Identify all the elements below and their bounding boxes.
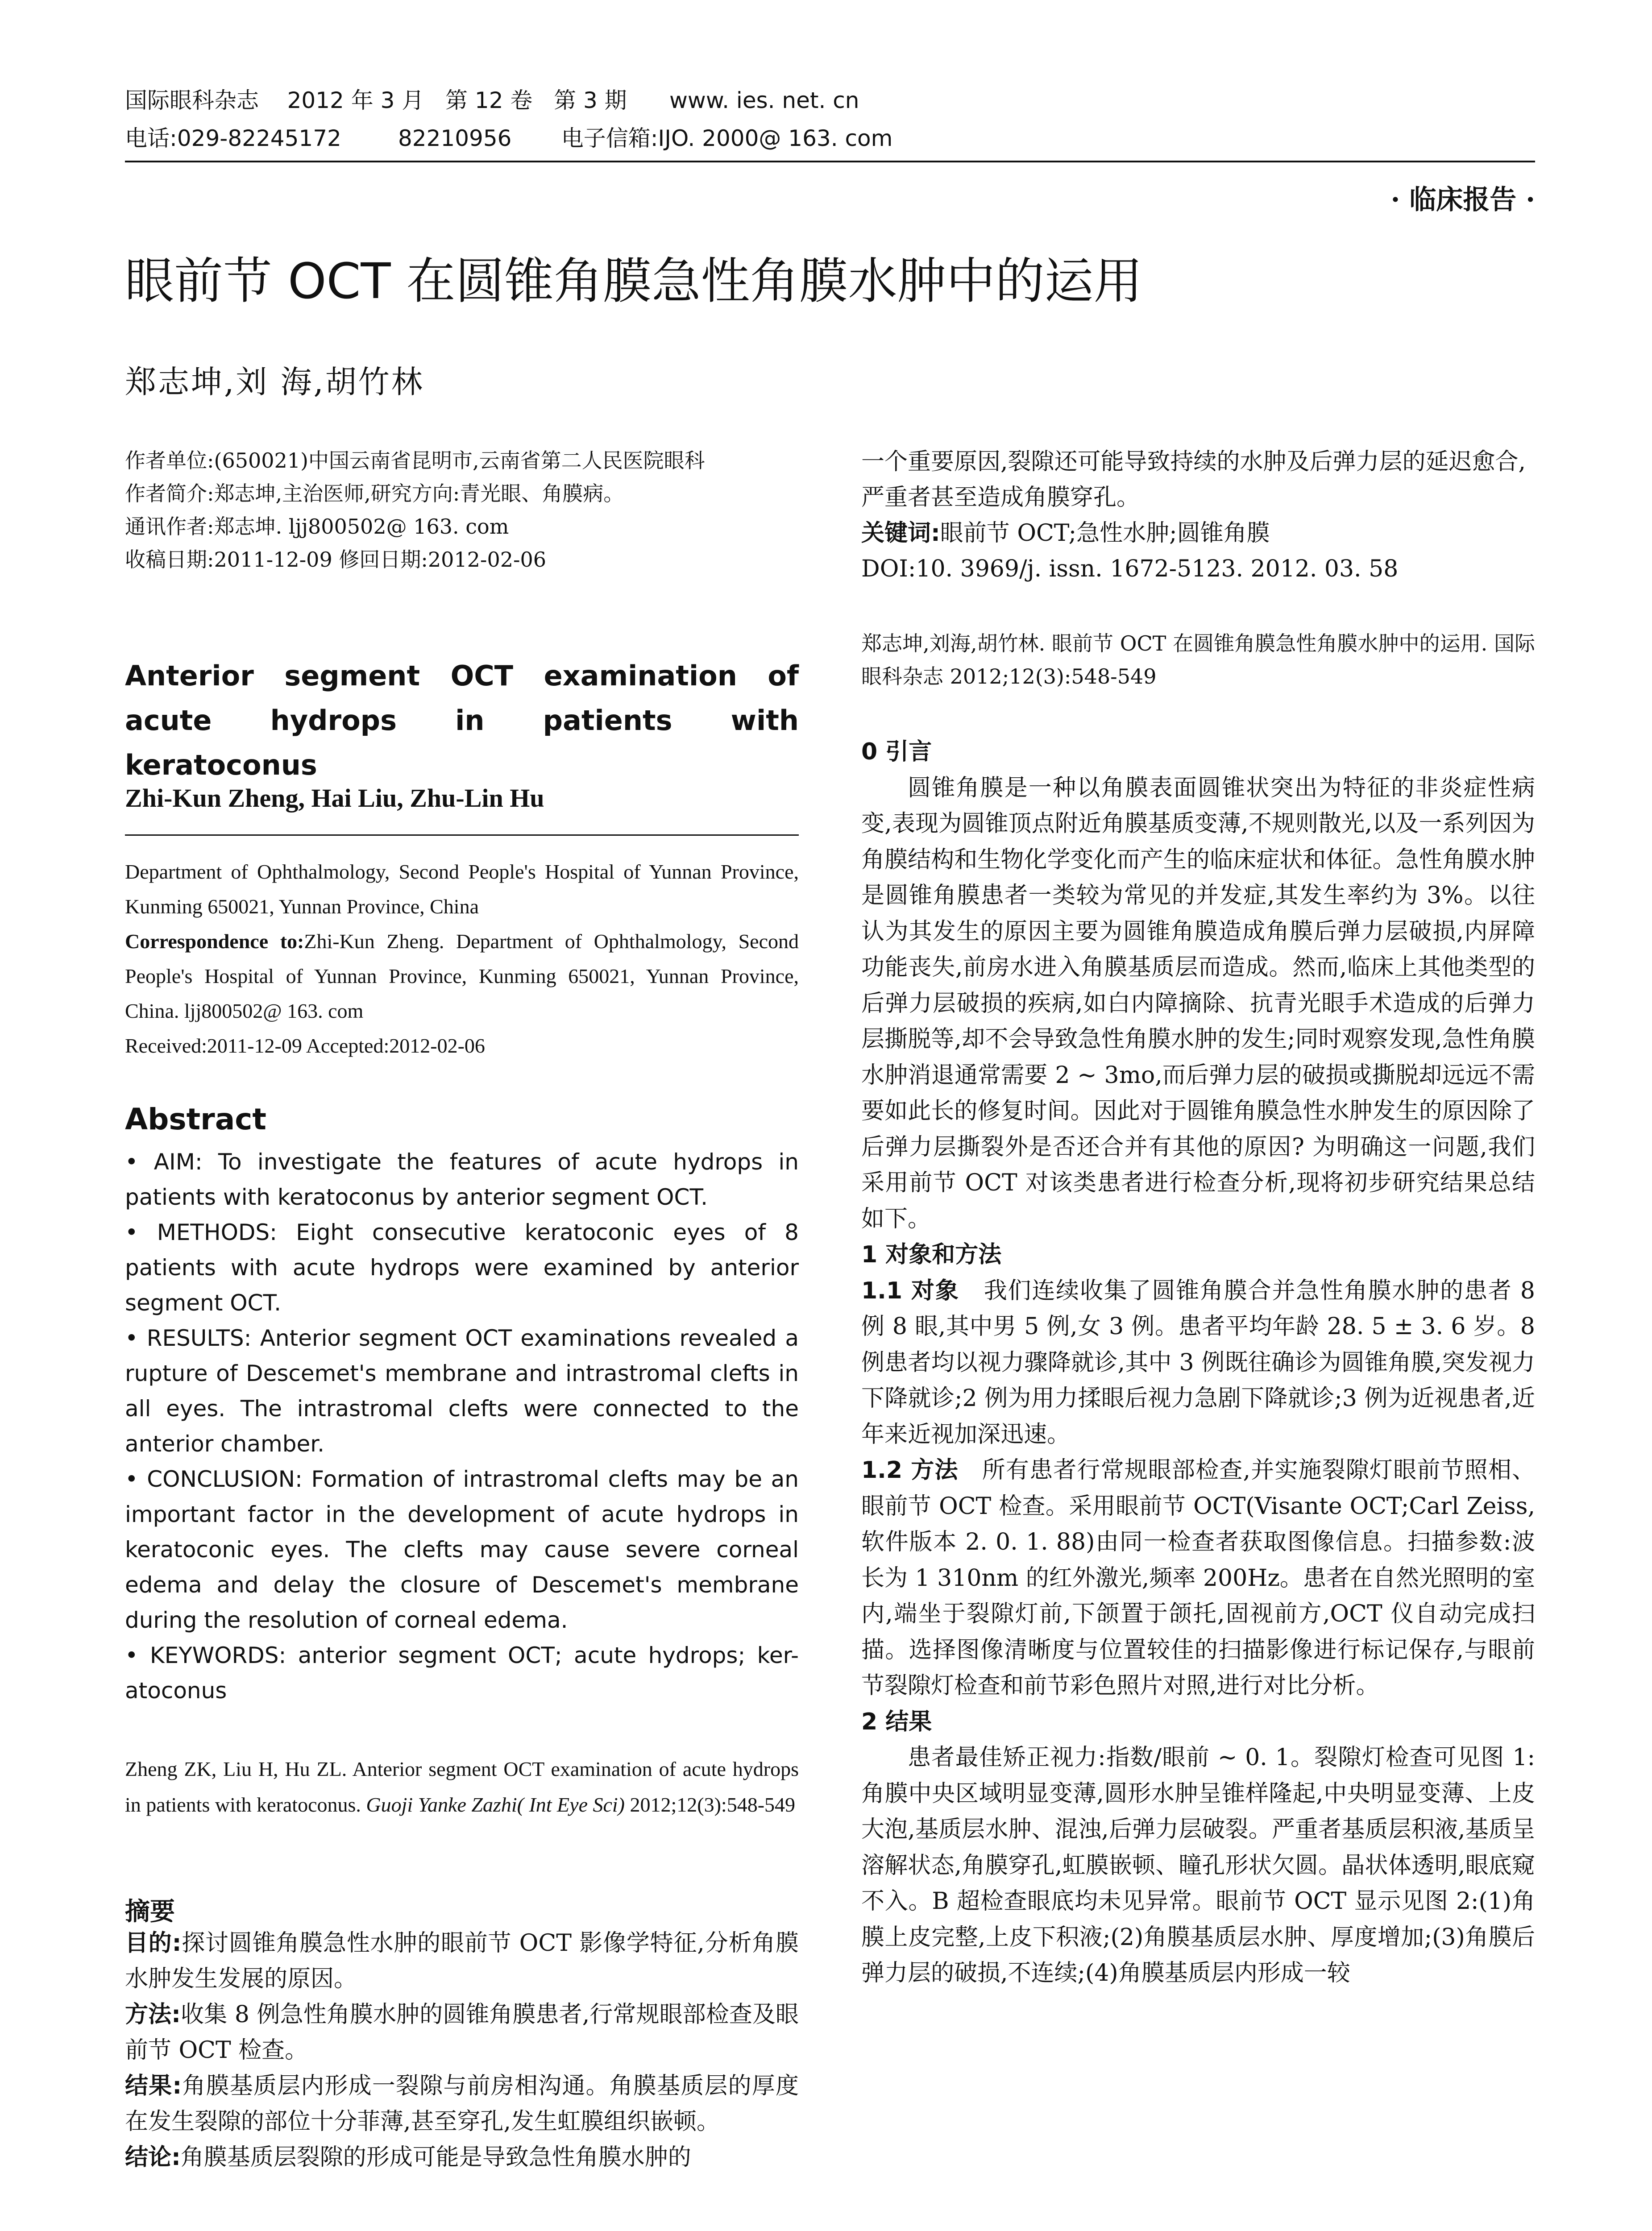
zh-results-text: 角膜基质层内形成一裂隙与前房相沟通。角膜基质层的厚度在发生裂隙的部位十分菲薄,甚至穿孔,发生虹膜组织嵌顿。 xyxy=(125,2073,799,2135)
article-authors: 郑志坤,刘 海,胡竹林 xyxy=(125,364,424,400)
abstract-keywords: • KEYWORDS: anterior segment OCT; acute hydrops; ker-atoconus xyxy=(125,1642,799,1704)
abstract-aim: • AIM: To investigate the features of acute hydrops in patients with keratoconus by anterior segment OCT. xyxy=(125,1149,799,1210)
received-dates: 收稿日期:2011-12-09 修回日期:2012-02-06 xyxy=(125,547,547,572)
zh-methods-text: 收集 8 例急性角膜水肿的圆锥角膜患者,行常规眼部检查及眼前节 OCT 检查。 xyxy=(125,2001,799,2064)
chinese-citation: 郑志坤,刘海,胡竹林. 眼前节 OCT 在圆锥角膜急性角膜水肿中的运用. 国际眼科杂志 2012;12(3):548-549 xyxy=(861,631,1535,688)
intro-heading: 0 引言 xyxy=(861,738,932,765)
citation-authors: Zheng ZK, Liu H, Hu ZL. Anterior segment OCT examination of acute hydrops in patients with keratoconus. xyxy=(125,1758,799,1816)
english-title-line2: acute hydrops in patients with keratoconus xyxy=(125,704,799,781)
zh-keywords xyxy=(861,515,1535,551)
zh-results-label: 结果: xyxy=(125,2073,182,2099)
zh-abstract-results xyxy=(125,2068,799,2140)
methods-heading: 1 对象和方法 xyxy=(861,1241,1002,1268)
intro-paragraph: 圆锥角膜是一种以角膜表面圆锥状突出为特征的非炎症性病变,表现为圆锥顶点附近角膜基质变薄,不规则散光,以及一系列因为角膜结构和生物化学变化而产生的临床症状和体征。急性角膜水肿是圆锥角膜患者一类较为常见的并发症,其发生率约为 3%。以往认为其发生的原因主要为圆锥角膜造成角膜后弹力层破损,内屏障功能丧失,前房水进入角膜基质层而造成。然而,临床上其他类型的后弹力层破损的疾病,如白内障摘除、抗青光眼手术造成的后弹力层撕脱等,却不会导致急性角膜水肿的发生;同时观察发现,急性角膜水肿消退通常需要 2 ~ 3mo,而后弹力层的破损或撕脱却远远不需要如此长的修复时间。因此对于圆锥角膜急性水肿发生的原因除了后弹力层撕裂外是否还合并有其他的原因? 为明确这一问题,我们采用前节 OCT 对该类患者进行检查分析,现将初步研究结果总结如下。 xyxy=(861,774,1535,1232)
article-title: 眼前节 OCT 在圆锥角膜急性角膜水肿中的运用 xyxy=(125,253,1143,310)
subjects-text: 我们连续收集了圆锥角膜合并急性角膜水肿的患者 8 例 8 眼,其中男 5 例,女 3 例。患者平均年龄 28. 5 ± 3. 6 岁。8 例患者均以视力骤降就诊,其中 3 例既往确诊为圆锥角膜,突发视力下降就诊;2 例为用力揉眼后视力急剧下降就诊;3 例为近视患者,近年来近视加深迅速。 xyxy=(861,1277,1535,1448)
english-citation xyxy=(125,1751,799,1823)
journal-header-line2: 电话:029-82245172 82210956 电子信箱:IJO. 2000@ 163. com xyxy=(125,125,893,151)
abstract-conclusion: • CONCLUSION: Formation of intrastromal clefts may be an important factor in the development of acute hydrops in keratoconic eyes. The clefts may cause severe corneal edema and delay the closure of Descemet's membrane during the resolution of corneal edema. xyxy=(125,1466,799,1633)
results-heading: 2 结果 xyxy=(861,1708,932,1735)
methods-text: 所有患者行常规眼部检查,并实施裂隙灯眼前节照相、眼前节 OCT 检查。采用眼前节 OCT(Visante OCT;Carl Zeiss,软件版本 2. 0. 1. 88)由同一检查者获取图像信息。扫描参数:波长为 1 310nm 的红外激光,频率 200Hz。患者在自然光照明的室内,端坐于裂隙灯前,下颌置于颌托,固视前方,OCT 仪自动完成扫描。选择图像清晰度与位置较佳的扫描影像进行标记保存,与眼前节裂隙灯检查和前节彩色照片对照,进行对比分析。 xyxy=(861,1457,1535,1699)
zh-methods-label: 方法: xyxy=(125,2001,181,2028)
zh-conclusion-text: 角膜基质层裂隙的形成可能是导致急性角膜水肿的 xyxy=(180,2144,691,2171)
zh-abstract-aim xyxy=(125,1925,799,1997)
zh-keywords-label: 关键词: xyxy=(861,520,940,547)
correspondence-text: Zhi-Kun Zheng. Department of Ophthalmology, Second People's Hospital of Yunnan Province, Kunming 650021, Yunnan Province, China. ljj800502@ 163. com xyxy=(125,930,799,1022)
zh-aim-text: 探讨圆锥角膜急性水肿的眼前节 OCT 影像学特征,分析角膜水肿发生发展的原因。 xyxy=(125,1930,799,1992)
article-body xyxy=(861,734,1535,1991)
abstract-methods: • METHODS: Eight consecutive keratoconic eyes of 8 patients with acute hydrops were examined by anterior segment OCT. xyxy=(125,1219,799,1316)
doi: DOI:10. 3969/j. issn. 1672-5123. 2012. 03. 58 xyxy=(861,556,1399,582)
correspondence-label: Correspondence to: xyxy=(125,930,304,953)
zh-conclusion-continued: 一个重要原因,裂隙还可能导致持续的水肿及后弹力层的延迟愈合,严重者甚至造成角膜穿孔。 xyxy=(861,448,1526,511)
methods-paragraph xyxy=(861,1452,1535,1704)
abstract-body xyxy=(125,1145,799,1708)
section-tag: · 临床报告 · xyxy=(1391,184,1535,216)
header-divider xyxy=(125,161,1535,162)
author-unit: 作者单位:(650021)中国云南省昆明市,云南省第二人民医院眼科 xyxy=(125,448,705,473)
author-intro: 作者简介:郑志坤,主治医师,研究方向:青光眼、角膜病。 xyxy=(125,481,624,506)
english-affiliation: Department of Ophthalmology, Second People's Hospital of Yunnan Province, Kunming 650021, Yunnan Province, China xyxy=(125,860,799,918)
english-title-line1: Anterior segment OCT examination of xyxy=(125,659,799,692)
english-correspondence xyxy=(125,924,799,1028)
english-title xyxy=(125,654,799,788)
right-column-top xyxy=(861,444,1535,587)
abstract-heading: Abstract xyxy=(125,1102,266,1136)
journal-header-line1: 国际眼科杂志 2012 年 3 月 第 12 卷 第 3 期 www. ies. net. cn xyxy=(125,87,859,113)
zh-abstract-methods xyxy=(125,1997,799,2068)
english-authors: Zhi-Kun Zheng, Hai Liu, Zhu-Lin Hu xyxy=(125,784,544,813)
authors-divider xyxy=(125,834,799,836)
citation-volume: 2012;12(3):548-549 xyxy=(625,1793,796,1816)
zh-conclusion-label: 结论: xyxy=(125,2144,181,2171)
zh-aim-label: 目的: xyxy=(125,1930,182,1957)
methods-label: 1.2 方法 xyxy=(861,1457,959,1484)
abstract-results: • RESULTS: Anterior segment OCT examinations revealed a rupture of Descemet's membrane and intrastromal clefts in all eyes. The intrastromal clefts were connected to the anterior chamber. xyxy=(125,1325,799,1457)
citation-journal: Guoji Yanke Zazhi( Int Eye Sci) xyxy=(366,1793,625,1816)
results-paragraph: 患者最佳矫正视力:指数/眼前 ~ 0. 1。裂隙灯检查可见图 1:角膜中央区域明显变薄,圆形水肿呈锥样隆起,中央明显变薄、上皮大泡,基质层水肿、混浊,后弹力层破裂。严重者基质层积液,基质呈溶解状态,角膜穿孔,虹膜嵌顿、瞳孔形状欠圆。晶状体透明,眼底窥不入。B 超检查眼底均未见异常。眼前节 OCT 显示见图 2:(1)角膜上皮完整,上皮下积液;(2)角膜基质层水肿、厚度增加;(3)角膜后弹力层的破损,不连续;(4)角膜基质层内形成一较 xyxy=(861,1744,1535,1986)
chinese-abstract-body xyxy=(125,1925,799,2175)
subjects-label: 1.1 对象 xyxy=(861,1277,959,1304)
english-affiliation-block xyxy=(125,854,799,1063)
author-meta xyxy=(125,444,799,576)
corresponding-author: 通讯作者:郑志坤. ljj800502@ 163. com xyxy=(125,514,509,539)
zh-keywords-text: 眼前节 OCT;急性水肿;圆锥角膜 xyxy=(940,520,1270,547)
english-received-dates: Received:2011-12-09 Accepted:2012-02-06 xyxy=(125,1034,485,1057)
zh-abstract-conclusion xyxy=(125,2140,799,2175)
chinese-abstract-heading: 摘要 xyxy=(125,1897,175,1926)
subjects-paragraph xyxy=(861,1273,1535,1453)
